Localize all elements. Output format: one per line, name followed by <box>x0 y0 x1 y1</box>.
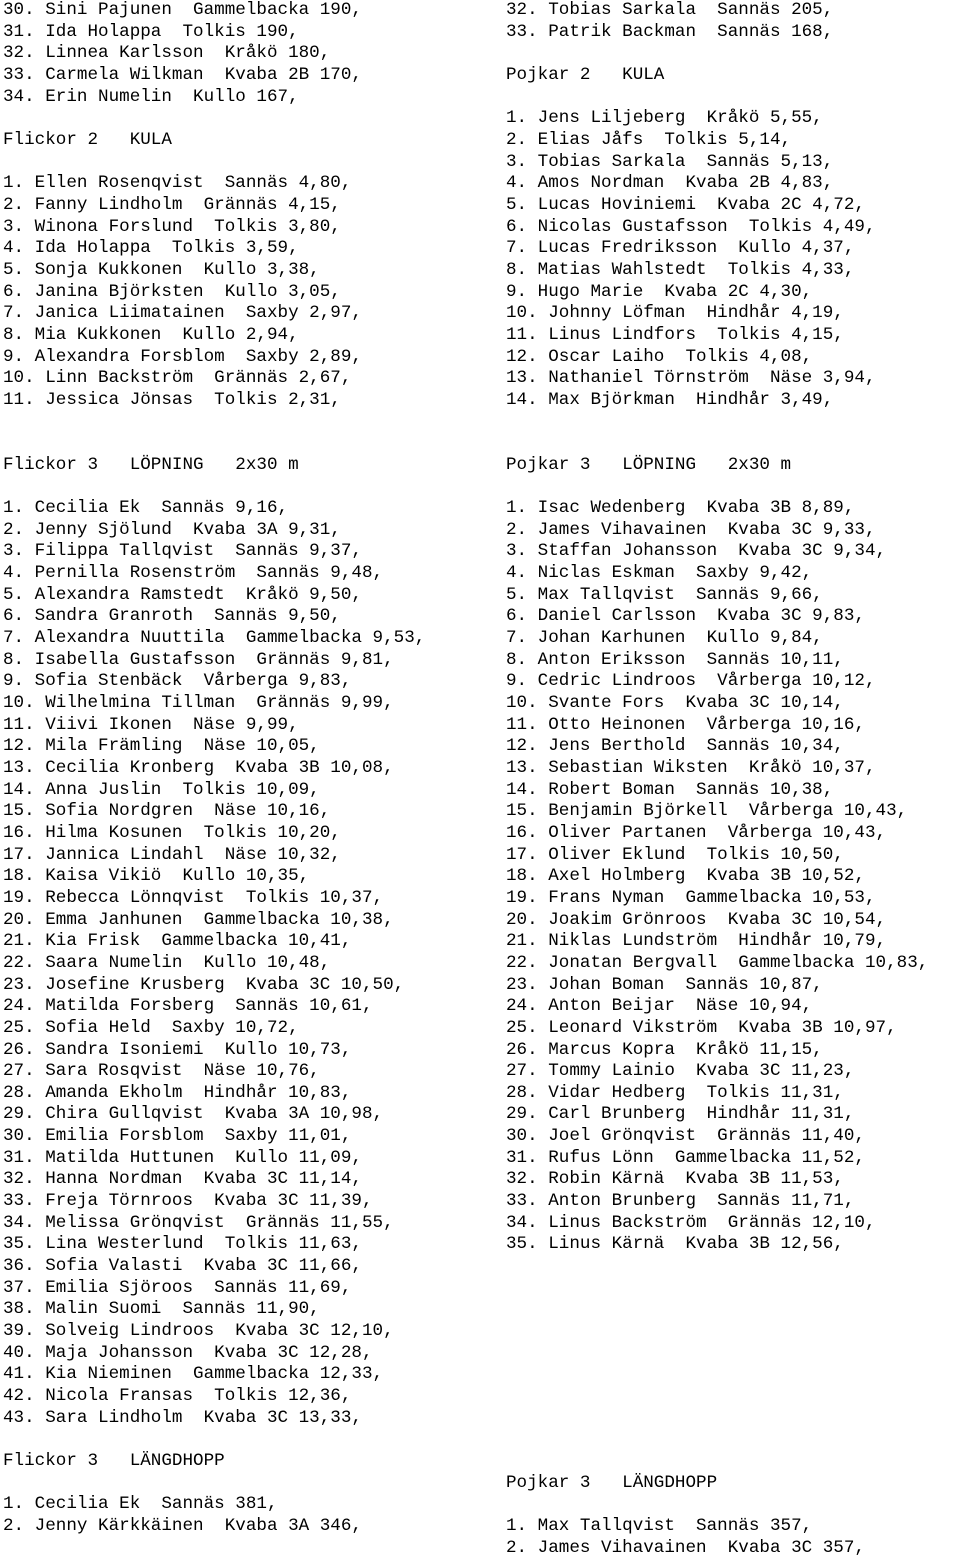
result-line: 2. Fanny Lindholm Grännäs 4,15, <box>3 194 341 215</box>
result-line: 4. Amos Nordman Kvaba 2B 4,83, <box>506 173 834 194</box>
result-line: 33. Anton Brunberg Sannäs 11,71, <box>506 1191 855 1212</box>
blank-line <box>506 433 960 455</box>
result-line: 14. Anna Juslin Tolkis 10,09, <box>3 779 320 800</box>
blank-line <box>506 87 960 109</box>
blank-line <box>3 411 483 433</box>
result-line: 4. Pernilla Rosenström Sannäs 9,48, <box>3 563 384 584</box>
blank-line <box>506 43 960 65</box>
result-line: 30. Emilia Forsblom Saxby 11,01, <box>3 1126 352 1147</box>
result-line: 12. Oscar Laiho Tolkis 4,08, <box>506 346 813 367</box>
result-line: 2. Jenny Sjölund Kvaba 3A 9,31, <box>3 519 341 540</box>
result-line: 10. Johnny Löfman Hindhår 4,19, <box>506 303 844 324</box>
result-line: 26. Sandra Isoniemi Kullo 10,73, <box>3 1039 352 1060</box>
result-line: 14. Max Björkman Hindhår 3,49, <box>506 389 834 410</box>
result-line: 13. Cecilia Kronberg Kvaba 3B 10,08, <box>3 757 394 778</box>
result-line: 25. Sofia Held Saxby 10,72, <box>3 1017 299 1038</box>
result-line: 15. Benjamin Björkell Vårberga 10,43, <box>506 801 908 822</box>
result-line: 2. Jenny Kärkkäinen Kvaba 3A 346, <box>3 1515 362 1536</box>
result-line: 43. Sara Lindholm Kvaba 3C 13,33, <box>3 1407 362 1428</box>
blank-line <box>506 1494 960 1516</box>
result-line: 21. Kia Frisk Gammelbacka 10,41, <box>3 931 352 952</box>
result-line: 12. Mila Främling Näse 10,05, <box>3 736 320 757</box>
result-line: 11. Linus Lindfors Tolkis 4,15, <box>506 324 844 345</box>
result-line: 30. Sini Pajunen Gammelbacka 190, <box>3 0 362 20</box>
result-line: 6. Sandra Granroth Sannäs 9,50, <box>3 606 341 627</box>
blank-line <box>506 1321 960 1343</box>
blank-line <box>506 1364 960 1386</box>
result-line: 20. Joakim Grönroos Kvaba 3C 10,54, <box>506 909 887 930</box>
result-line: 31. Matilda Huttunen Kullo 11,09, <box>3 1147 362 1168</box>
blank-line <box>506 1256 960 1278</box>
result-line: 33. Patrik Backman Sannäs 168, <box>506 21 834 42</box>
result-line: 19. Frans Nyman Gammelbacka 10,53, <box>506 887 876 908</box>
result-line: 18. Axel Holmberg Kvaba 3B 10,52, <box>506 866 865 887</box>
result-line: 9. Alexandra Forsblom Saxby 2,89, <box>3 346 362 367</box>
result-line: 10. Linn Backström Grännäs 2,67, <box>3 368 352 389</box>
result-line: 7. Alexandra Nuuttila Gammelbacka 9,53, <box>3 628 426 649</box>
section-heading: Flickor 3 LÖPNING 2x30 m <box>3 454 299 475</box>
result-line: 11. Viivi Ikonen Näse 9,99, <box>3 714 299 735</box>
result-line: 35. Linus Kärnä Kvaba 3B 12,56, <box>506 1234 844 1255</box>
blank-line <box>506 1343 960 1365</box>
result-line: 18. Kaisa Vikiö Kullo 10,35, <box>3 866 310 887</box>
result-line: 1. Ellen Rosenqvist Sannäs 4,80, <box>3 173 352 194</box>
blank-line <box>3 1429 483 1451</box>
blank-line <box>506 1386 960 1408</box>
result-line: 21. Niklas Lundström Hindhår 10,79, <box>506 931 887 952</box>
result-line: 32. Hanna Nordman Kvaba 3C 11,14, <box>3 1169 362 1190</box>
result-line: 13. Nathaniel Törnström Näse 3,94, <box>506 368 876 389</box>
result-line: 7. Lucas Fredriksson Kullo 4,37, <box>506 238 855 259</box>
result-line: 33. Carmela Wilkman Kvaba 2B 170, <box>3 64 362 85</box>
result-line: 1. Isac Wedenberg Kvaba 3B 8,89, <box>506 498 855 519</box>
result-line: 3. Tobias Sarkala Sannäs 5,13, <box>506 151 834 172</box>
result-line: 32. Robin Kärnä Kvaba 3B 11,53, <box>506 1169 844 1190</box>
section-heading: Pojkar 2 KULA <box>506 64 665 85</box>
result-line: 22. Saara Numelin Kullo 10,48, <box>3 952 331 973</box>
result-line: 6. Nicolas Gustafsson Tolkis 4,49, <box>506 216 876 237</box>
section-heading: Pojkar 3 LÄNGDHOPP <box>506 1472 718 1493</box>
result-line: 27. Sara Rosqvist Näse 10,76, <box>3 1061 320 1082</box>
result-line: 13. Sebastian Wiksten Kråkö 10,37, <box>506 757 876 778</box>
result-line: 38. Malin Suomi Sannäs 11,90, <box>3 1299 320 1320</box>
result-line: 5. Sonja Kukkonen Kullo 3,38, <box>3 259 320 280</box>
result-line: 28. Amanda Ekholm Hindhår 10,83, <box>3 1082 352 1103</box>
result-line: 40. Maja Johansson Kvaba 3C 12,28, <box>3 1342 373 1363</box>
result-line: 3. Winona Forslund Tolkis 3,80, <box>3 216 341 237</box>
result-line: 32. Linnea Karlsson Kråkö 180, <box>3 43 331 64</box>
blank-line <box>506 1278 960 1300</box>
results-column-left <box>3 0 483 1538</box>
result-line: 10. Wilhelmina Tillman Grännäs 9,99, <box>3 693 394 713</box>
result-line: 2. James Vihavainen Kvaba 3C 9,33, <box>506 519 876 540</box>
section-heading: Pojkar 3 LÖPNING 2x30 m <box>506 454 792 475</box>
result-line: 1. Max Tallqvist Sannäs 357, <box>506 1515 813 1536</box>
result-line: 24. Matilda Forsberg Sannäs 10,61, <box>3 996 373 1017</box>
blank-line <box>506 1408 960 1430</box>
result-line: 42. Nicola Fransas Tolkis 12,36, <box>3 1386 352 1406</box>
result-line: 9. Cedric Lindroos Vårberga 10,12, <box>506 671 876 692</box>
result-line: 34. Erin Numelin Kullo 167, <box>3 86 299 107</box>
result-line: 5. Max Tallqvist Sannäs 9,66, <box>506 584 823 605</box>
result-line: 17. Jannica Lindahl Näse 10,32, <box>3 844 341 865</box>
result-line: 6. Daniel Carlsson Kvaba 3C 9,83, <box>506 606 865 627</box>
result-line: 41. Kia Nieminen Gammelbacka 12,33, <box>3 1364 384 1385</box>
result-line: 2. James Vihavainen Kvaba 3C 357, <box>506 1537 865 1558</box>
result-line: 31. Ida Holappa Tolkis 190, <box>3 21 299 42</box>
result-line: 23. Johan Boman Sannäs 10,87, <box>506 974 823 995</box>
result-line: 1. Cecilia Ek Sannäs 381, <box>3 1494 278 1515</box>
result-line: 34. Melissa Grönqvist Grännäs 11,55, <box>3 1212 394 1233</box>
result-line: 37. Emilia Sjöroos Sannäs 11,69, <box>3 1277 352 1298</box>
blank-line <box>506 476 960 498</box>
result-line: 25. Leonard Vikström Kvaba 3B 10,97, <box>506 1017 897 1038</box>
result-line: 8. Mia Kukkonen Kullo 2,94, <box>3 324 299 345</box>
result-line: 1. Jens Liljeberg Kråkö 5,55, <box>506 108 823 129</box>
result-line: 14. Robert Boman Sannäs 10,38, <box>506 779 834 800</box>
result-line: 22. Jonatan Bergvall Gammelbacka 10,83, <box>506 952 929 973</box>
result-line: 3. Filippa Tallqvist Sannäs 9,37, <box>3 541 362 562</box>
result-line: 29. Carl Brunberg Hindhår 11,31, <box>506 1104 855 1125</box>
result-line: 32. Tobias Sarkala Sannäs 205, <box>506 0 834 20</box>
result-line: 27. Tommy Lainio Kvaba 3C 11,23, <box>506 1061 855 1082</box>
result-line: 4. Ida Holappa Tolkis 3,59, <box>3 238 299 259</box>
result-line: 24. Anton Beijar Näse 10,94, <box>506 996 813 1017</box>
result-line: 5. Lucas Hoviniemi Kvaba 2C 4,72, <box>506 194 865 215</box>
result-line: 33. Freja Törnroos Kvaba 3C 11,39, <box>3 1191 373 1212</box>
result-line: 16. Oliver Partanen Vårberga 10,43, <box>506 822 887 843</box>
result-line: 2. Elias Jåfs Tolkis 5,14, <box>506 129 792 150</box>
blank-line <box>3 1473 483 1495</box>
result-line: 34. Linus Backström Grännäs 12,10, <box>506 1212 876 1233</box>
result-line: 8. Matias Wahlstedt Tolkis 4,33, <box>506 259 855 280</box>
result-line: 9. Sofia Stenbäck Vårberga 9,83, <box>3 671 352 692</box>
result-line: 26. Marcus Kopra Kråkö 11,15, <box>506 1039 823 1060</box>
blank-line <box>506 1429 960 1451</box>
result-line: 17. Oliver Eklund Tolkis 10,50, <box>506 844 844 865</box>
result-line: 4. Niclas Eskman Saxby 9,42, <box>506 563 813 584</box>
result-line: 6. Janina Björksten Kullo 3,05, <box>3 281 341 302</box>
result-line: 10. Svante Fors Kvaba 3C 10,14, <box>506 693 844 713</box>
result-line: 39. Solveig Lindroos Kvaba 3C 12,10, <box>3 1321 394 1342</box>
blank-line <box>506 1451 960 1473</box>
result-line: 7. Johan Karhunen Kullo 9,84, <box>506 628 823 649</box>
result-line: 20. Emma Janhunen Gammelbacka 10,38, <box>3 909 394 930</box>
result-line: 31. Rufus Lönn Gammelbacka 11,52, <box>506 1147 865 1168</box>
blank-line <box>3 433 483 455</box>
result-line: 12. Jens Berthold Sannäs 10,34, <box>506 736 844 757</box>
result-line: 8. Anton Eriksson Sannäs 10,11, <box>506 649 844 670</box>
result-line: 30. Joel Grönqvist Grännäs 11,40, <box>506 1126 865 1147</box>
results-column-right <box>506 0 960 1559</box>
result-line: 16. Hilma Kosunen Tolkis 10,20, <box>3 822 341 843</box>
section-heading: Flickor 2 KULA <box>3 129 172 150</box>
result-line: 9. Hugo Marie Kvaba 2C 4,30, <box>506 281 813 302</box>
section-heading: Flickor 3 LÄNGDHOPP <box>3 1450 225 1471</box>
blank-line <box>3 152 483 174</box>
result-line: 19. Rebecca Lönnqvist Tolkis 10,37, <box>3 887 384 908</box>
result-line: 28. Vidar Hedberg Tolkis 11,31, <box>506 1082 844 1103</box>
result-line: 35. Lina Westerlund Tolkis 11,63, <box>3 1234 362 1255</box>
result-line: 29. Chira Gullqvist Kvaba 3A 10,98, <box>3 1104 384 1125</box>
blank-line <box>3 476 483 498</box>
result-line: 11. Otto Heinonen Vårberga 10,16, <box>506 714 865 735</box>
result-line: 15. Sofia Nordgren Näse 10,16, <box>3 801 331 822</box>
result-line: 3. Staffan Johansson Kvaba 3C 9,34, <box>506 541 887 562</box>
result-line: 5. Alexandra Ramstedt Kråkö 9,50, <box>3 584 362 605</box>
blank-line <box>506 1299 960 1321</box>
blank-line <box>3 108 483 130</box>
result-line: 1. Cecilia Ek Sannäs 9,16, <box>3 498 289 519</box>
result-line: 8. Isabella Gustafsson Grännäs 9,81, <box>3 649 394 670</box>
blank-line <box>506 411 960 433</box>
result-line: 36. Sofia Valasti Kvaba 3C 11,66, <box>3 1256 362 1277</box>
result-line: 23. Josefine Krusberg Kvaba 3C 10,50, <box>3 974 405 995</box>
result-line: 7. Janica Liimatainen Saxby 2,97, <box>3 303 362 324</box>
result-line: 11. Jessica Jönsas Tolkis 2,31, <box>3 389 341 410</box>
